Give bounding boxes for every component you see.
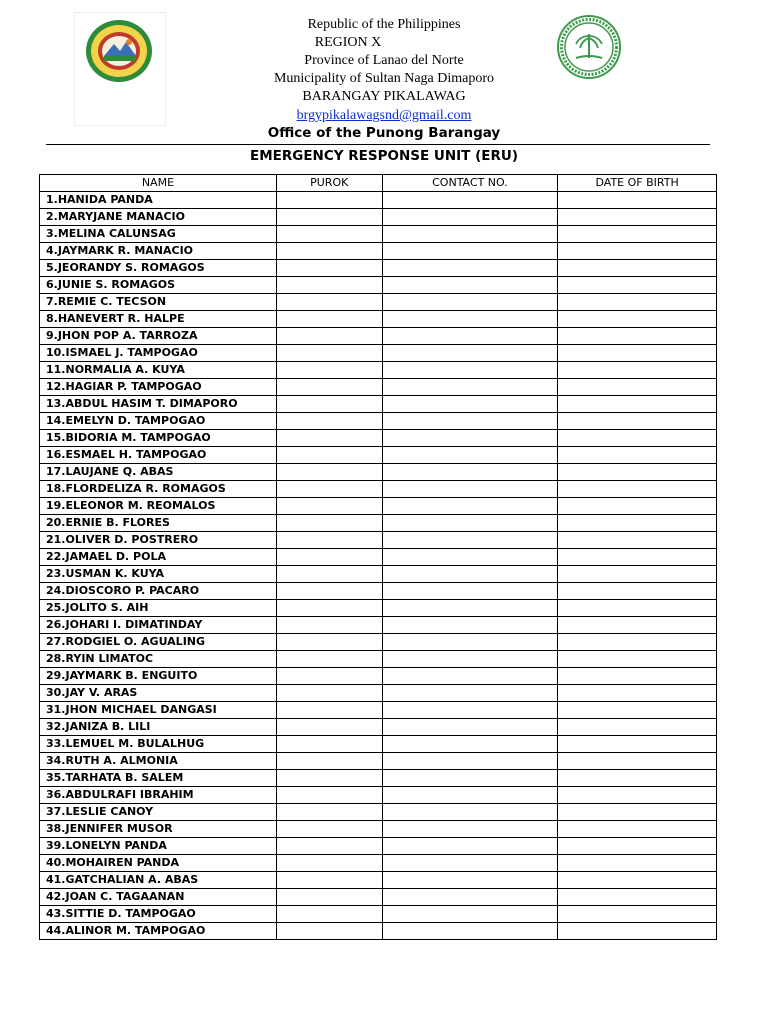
birthdate-cell[interactable]	[558, 311, 717, 328]
purok-cell[interactable]	[276, 379, 382, 396]
table-row	[40, 277, 717, 294]
contact-cell[interactable]	[382, 889, 558, 906]
member-name-cell: 16.ESMAEL H. TAMPOGAO	[40, 447, 277, 464]
birthdate-cell[interactable]	[558, 736, 717, 753]
purok-cell[interactable]	[276, 226, 382, 243]
birthdate-cell[interactable]	[558, 209, 717, 226]
purok-cell[interactable]	[276, 685, 382, 702]
purok-cell[interactable]	[276, 260, 382, 277]
contact-cell[interactable]	[382, 549, 558, 566]
member-name-cell: 6.JUNIE S. ROMAGOS	[40, 277, 277, 294]
purok-cell[interactable]	[276, 736, 382, 753]
table-row	[40, 515, 717, 532]
table-row	[40, 549, 717, 566]
contact-cell[interactable]	[382, 515, 558, 532]
birthdate-cell[interactable]	[558, 821, 717, 838]
contact-cell[interactable]	[382, 753, 558, 770]
email-link[interactable]: brgypikalawagsnd@gmail.com	[296, 108, 472, 123]
purok-cell[interactable]	[276, 838, 382, 855]
member-name-cell: 36.ABDULRAFI IBRAHIM	[40, 787, 277, 804]
birthdate-cell[interactable]	[558, 906, 717, 923]
purok-cell[interactable]	[276, 481, 382, 498]
birthdate-cell[interactable]	[558, 379, 717, 396]
contact-cell[interactable]	[382, 736, 558, 753]
birthdate-cell[interactable]	[558, 515, 717, 532]
document-title: EMERGENCY RESPONSE UNIT (ERU)	[249, 148, 519, 164]
contact-cell[interactable]	[382, 804, 558, 821]
purok-cell[interactable]	[276, 362, 382, 379]
purok-cell[interactable]	[276, 617, 382, 634]
purok-cell[interactable]	[276, 719, 382, 736]
table-row	[40, 702, 717, 719]
member-name-cell: 10.ISMAEL J. TAMPOGAO	[40, 345, 277, 362]
member-name-cell: 39.LONELYN PANDA	[40, 838, 277, 855]
contact-cell[interactable]	[382, 294, 558, 311]
contact-cell[interactable]	[382, 617, 558, 634]
birthdate-cell[interactable]	[558, 617, 717, 634]
contact-cell[interactable]	[382, 821, 558, 838]
table-row	[40, 566, 717, 583]
birthdate-cell[interactable]	[558, 447, 717, 464]
purok-cell[interactable]	[276, 243, 382, 260]
contact-cell[interactable]	[382, 566, 558, 583]
purok-cell[interactable]	[276, 923, 382, 940]
birthdate-cell[interactable]	[558, 498, 717, 515]
member-name-cell: 9.JHON POP A. TARROZA	[40, 328, 277, 345]
purok-cell[interactable]	[276, 328, 382, 345]
purok-cell[interactable]	[276, 889, 382, 906]
member-name-cell: 4.JAYMARK R. MANACIO	[40, 243, 277, 260]
table-row	[40, 311, 717, 328]
contact-cell[interactable]	[382, 379, 558, 396]
purok-cell[interactable]	[276, 532, 382, 549]
purok-cell[interactable]	[276, 770, 382, 787]
header-divider	[46, 144, 710, 145]
member-name-cell: 20.ERNIE B. FLORES	[40, 515, 277, 532]
purok-cell[interactable]	[276, 294, 382, 311]
purok-cell[interactable]	[276, 600, 382, 617]
birthdate-cell[interactable]	[558, 464, 717, 481]
contact-cell[interactable]	[382, 600, 558, 617]
birthdate-cell[interactable]	[558, 923, 717, 940]
birthdate-cell[interactable]	[558, 481, 717, 498]
member-name-cell: 38.JENNIFER MUSOR	[40, 821, 277, 838]
birthdate-cell[interactable]	[558, 549, 717, 566]
table-row	[40, 209, 717, 226]
member-name-cell: 18.FLORDELIZA R. ROMAGOS	[40, 481, 277, 498]
table-row	[40, 719, 717, 736]
birthdate-cell[interactable]	[558, 294, 717, 311]
table-row	[40, 481, 717, 498]
birthdate-cell[interactable]	[558, 855, 717, 872]
contact-cell[interactable]	[382, 209, 558, 226]
table-row	[40, 889, 717, 906]
contact-cell[interactable]	[382, 634, 558, 651]
column-header-contact: CONTACT NO.	[382, 175, 558, 192]
purok-cell[interactable]	[276, 821, 382, 838]
table-row	[40, 396, 717, 413]
birthdate-cell[interactable]	[558, 685, 717, 702]
member-name-cell: 28.RYIN LIMATOC	[40, 651, 277, 668]
contact-cell[interactable]	[382, 277, 558, 294]
contact-cell[interactable]	[382, 464, 558, 481]
birthdate-cell[interactable]	[558, 719, 717, 736]
birthdate-cell[interactable]	[558, 872, 717, 889]
member-name-cell: 30.JAY V. ARAS	[40, 685, 277, 702]
table-row	[40, 753, 717, 770]
member-name-cell: 43.SITTIE D. TAMPOGAO	[40, 906, 277, 923]
column-header-name: NAME	[40, 175, 277, 192]
table-row	[40, 532, 717, 549]
member-name-cell: 12.HAGIAR P. TAMPOGAO	[40, 379, 277, 396]
purok-cell[interactable]	[276, 345, 382, 362]
member-name-cell: 40.MOHAIREN PANDA	[40, 855, 277, 872]
purok-cell[interactable]	[276, 906, 382, 923]
birthdate-cell[interactable]	[558, 277, 717, 294]
table-row	[40, 685, 717, 702]
municipality-line: Municipality of Sultan Naga Dimaporo	[273, 71, 495, 86]
table-row	[40, 345, 717, 362]
member-name-cell: 35.TARHATA B. SALEM	[40, 770, 277, 787]
contact-cell[interactable]	[382, 413, 558, 430]
contact-cell[interactable]	[382, 345, 558, 362]
member-name-cell: 7.REMIE C. TECSON	[40, 294, 277, 311]
birthdate-cell[interactable]	[558, 396, 717, 413]
birthdate-cell[interactable]	[558, 243, 717, 260]
table-row	[40, 634, 717, 651]
contact-cell[interactable]	[382, 923, 558, 940]
table-row	[40, 583, 717, 600]
roster-body	[40, 192, 717, 940]
contact-cell[interactable]	[382, 872, 558, 889]
birthdate-cell[interactable]	[558, 600, 717, 617]
contact-cell[interactable]	[382, 787, 558, 804]
member-name-cell: 25.JOLITO S. AIH	[40, 600, 277, 617]
contact-cell[interactable]	[382, 447, 558, 464]
member-name-cell: 29.JAYMARK B. ENGUITO	[40, 668, 277, 685]
barangay-line: BARANGAY PIKALAWAG	[302, 89, 466, 104]
member-name-cell: 33.LEMUEL M. BULALHUG	[40, 736, 277, 753]
birthdate-cell[interactable]	[558, 226, 717, 243]
member-name-cell: 19.ELEONOR M. REOMALOS	[40, 498, 277, 515]
birthdate-cell[interactable]	[558, 668, 717, 685]
table-row	[40, 906, 717, 923]
table-row	[40, 600, 717, 617]
table-row	[40, 294, 717, 311]
birthdate-cell[interactable]	[558, 889, 717, 906]
member-name-cell: 8.HANEVERT R. HALPE	[40, 311, 277, 328]
birthdate-cell[interactable]	[558, 583, 717, 600]
contact-cell[interactable]	[382, 651, 558, 668]
table-row	[40, 804, 717, 821]
purok-cell[interactable]	[276, 651, 382, 668]
contact-cell[interactable]	[382, 396, 558, 413]
contact-cell[interactable]	[382, 770, 558, 787]
contact-cell[interactable]	[382, 243, 558, 260]
contact-cell[interactable]	[382, 362, 558, 379]
member-name-cell: 23.USMAN K. KUYA	[40, 566, 277, 583]
birthdate-cell[interactable]	[558, 345, 717, 362]
birthdate-cell[interactable]	[558, 362, 717, 379]
member-name-cell: 42.JOAN C. TAGAANAN	[40, 889, 277, 906]
birthdate-cell[interactable]	[558, 787, 717, 804]
purok-cell[interactable]	[276, 430, 382, 447]
province-line: Province of Lanao del Norte	[304, 53, 464, 68]
purok-cell[interactable]	[276, 549, 382, 566]
contact-cell[interactable]	[382, 583, 558, 600]
member-name-cell: 3.MELINA CALUNSAG	[40, 226, 277, 243]
member-name-cell: 34.RUTH A. ALMONIA	[40, 753, 277, 770]
contact-cell[interactable]	[382, 481, 558, 498]
column-header-birthdate: DATE OF BIRTH	[558, 175, 717, 192]
birthdate-cell[interactable]	[558, 702, 717, 719]
purok-cell[interactable]	[276, 447, 382, 464]
table-row	[40, 464, 717, 481]
member-name-cell: 11.NORMALIA A. KUYA	[40, 362, 277, 379]
purok-cell[interactable]	[276, 464, 382, 481]
table-row	[40, 328, 717, 345]
birthdate-cell[interactable]	[558, 532, 717, 549]
contact-cell[interactable]	[382, 685, 558, 702]
contact-cell[interactable]	[382, 668, 558, 685]
purok-cell[interactable]	[276, 498, 382, 515]
table-row	[40, 447, 717, 464]
member-name-cell: 31.JHON MICHAEL DANGASI	[40, 702, 277, 719]
member-name-cell: 37.LESLIE CANOY	[40, 804, 277, 821]
column-header-purok: PUROK	[276, 175, 382, 192]
member-name-cell: 13.ABDUL HASIM T. DIMAPORO	[40, 396, 277, 413]
table-row	[40, 787, 717, 804]
purok-cell[interactable]	[276, 413, 382, 430]
region-line: REGION X	[314, 35, 382, 50]
table-header-row	[40, 175, 717, 192]
birthdate-cell[interactable]	[558, 804, 717, 821]
contact-cell[interactable]	[382, 192, 558, 209]
email-line	[0, 107, 768, 125]
member-name-cell: 1.HANIDA PANDA	[40, 192, 277, 209]
contact-cell[interactable]	[382, 906, 558, 923]
purok-cell[interactable]	[276, 515, 382, 532]
contact-cell[interactable]	[382, 430, 558, 447]
purok-cell[interactable]	[276, 804, 382, 821]
contact-cell[interactable]	[382, 328, 558, 345]
table-row	[40, 821, 717, 838]
birthdate-cell[interactable]	[558, 770, 717, 787]
purok-cell[interactable]	[276, 668, 382, 685]
purok-cell[interactable]	[276, 702, 382, 719]
table-row	[40, 379, 717, 396]
member-name-cell: 32.JANIZA B. LILI	[40, 719, 277, 736]
table-row	[40, 770, 717, 787]
purok-cell[interactable]	[276, 872, 382, 889]
birthdate-cell[interactable]	[558, 651, 717, 668]
table-row	[40, 838, 717, 855]
table-row	[40, 923, 717, 940]
eru-roster-table	[39, 174, 717, 940]
purok-cell[interactable]	[276, 787, 382, 804]
purok-cell[interactable]	[276, 192, 382, 209]
birthdate-cell[interactable]	[558, 838, 717, 855]
purok-cell[interactable]	[276, 311, 382, 328]
member-name-cell: 44.ALINOR M. TAMPOGAO	[40, 923, 277, 940]
purok-cell[interactable]	[276, 634, 382, 651]
table-row	[40, 736, 717, 753]
birthdate-cell[interactable]	[558, 192, 717, 209]
table-row	[40, 498, 717, 515]
country-line: Republic of the Philippines	[307, 17, 461, 32]
contact-cell[interactable]	[382, 855, 558, 872]
birthdate-cell[interactable]	[558, 566, 717, 583]
contact-cell[interactable]	[382, 532, 558, 549]
member-name-cell: 41.GATCHALIAN A. ABAS	[40, 872, 277, 889]
member-name-cell: 21.OLIVER D. POSTRERO	[40, 532, 277, 549]
member-name-cell: 17.LAUJANE Q. ABAS	[40, 464, 277, 481]
birthdate-cell[interactable]	[558, 328, 717, 345]
birthdate-cell[interactable]	[558, 260, 717, 277]
contact-cell[interactable]	[382, 719, 558, 736]
table-row	[40, 872, 717, 889]
member-name-cell: 2.MARYJANE MANACIO	[40, 209, 277, 226]
birthdate-cell[interactable]	[558, 634, 717, 651]
table-row	[40, 855, 717, 872]
member-name-cell: 15.BIDORIA M. TAMPOGAO	[40, 430, 277, 447]
table-row	[40, 617, 717, 634]
contact-cell[interactable]	[382, 260, 558, 277]
purok-cell[interactable]	[276, 277, 382, 294]
member-name-cell: 14.EMELYN D. TAMPOGAO	[40, 413, 277, 430]
table-row	[40, 362, 717, 379]
purok-cell[interactable]	[276, 566, 382, 583]
contact-cell[interactable]	[382, 838, 558, 855]
purok-cell[interactable]	[276, 209, 382, 226]
purok-cell[interactable]	[276, 753, 382, 770]
table-row	[40, 413, 717, 430]
table-row	[40, 260, 717, 277]
purok-cell[interactable]	[276, 583, 382, 600]
table-row	[40, 651, 717, 668]
office-title: Office of the Punong Barangay	[267, 125, 501, 141]
contact-cell[interactable]	[382, 226, 558, 243]
member-name-cell: 5.JEORANDY S. ROMAGOS	[40, 260, 277, 277]
contact-cell[interactable]	[382, 498, 558, 515]
table-row	[40, 668, 717, 685]
member-name-cell: 27.RODGIEL O. AGUALING	[40, 634, 277, 651]
contact-cell[interactable]	[382, 311, 558, 328]
table-row	[40, 243, 717, 260]
member-name-cell: 24.DIOSCORO P. PACARO	[40, 583, 277, 600]
purok-cell[interactable]	[276, 855, 382, 872]
table-row	[40, 430, 717, 447]
contact-cell[interactable]	[382, 702, 558, 719]
table-row	[40, 226, 717, 243]
birthdate-cell[interactable]	[558, 430, 717, 447]
table-row	[40, 192, 717, 209]
member-name-cell: 22.JAMAEL D. POLA	[40, 549, 277, 566]
member-name-cell: 26.JOHARI I. DIMATINDAY	[40, 617, 277, 634]
birthdate-cell[interactable]	[558, 413, 717, 430]
birthdate-cell[interactable]	[558, 753, 717, 770]
purok-cell[interactable]	[276, 396, 382, 413]
